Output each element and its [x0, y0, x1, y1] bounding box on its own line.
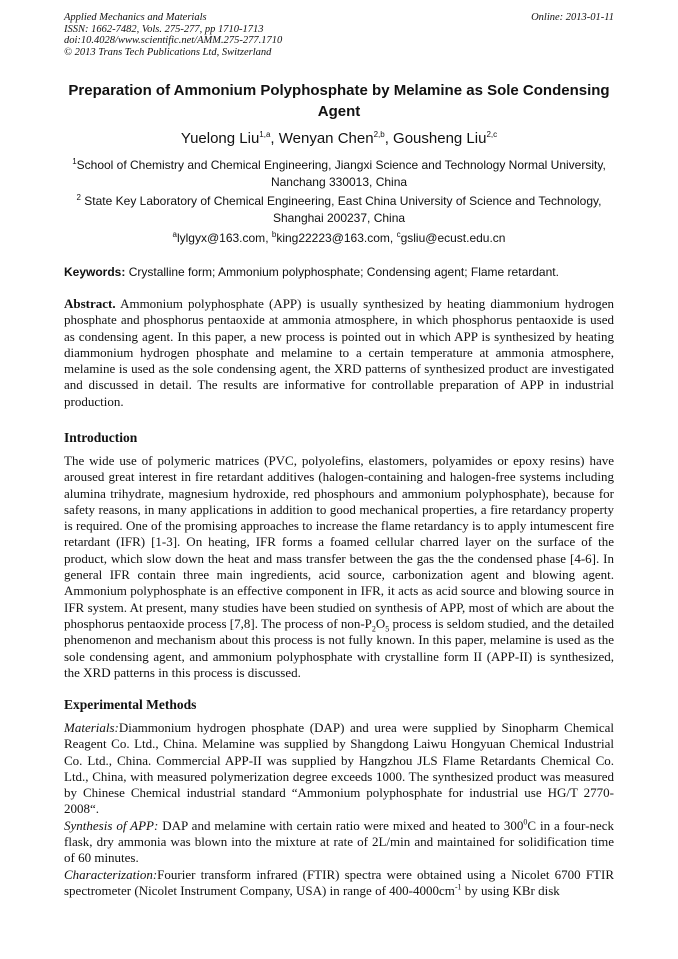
- synthesis-text-1: DAP and melamine with certain ratio were mixed and heated to 300: [158, 817, 524, 833]
- paper-title: Preparation of Ammonium Polyphosphate by Melamine as Sole Condensing Agent: [68, 82, 610, 120]
- keywords-label: Keywords:: [64, 265, 126, 279]
- introduction-text: [64, 453, 614, 681]
- online-date: Online: 2013-01-11: [531, 12, 614, 23]
- issn: ISSN: 1662-7482, Vols. 275-277, pp 1710-1713: [64, 23, 264, 35]
- email[interactable]: gsliu@ecust.edu.cn: [400, 231, 506, 245]
- characterization-label: Characterization:: [64, 866, 158, 882]
- copyright: © 2013 Trans Tech Publications Ltd, Switzerland: [64, 46, 272, 58]
- sub-2: 2: [371, 624, 376, 634]
- degree-sup: 0: [523, 817, 528, 827]
- characterization-text-1: Fourier transform infrared (FTIR) spectra were obtained using a Nicolet 6700 FTIR spectrometer (Nicolet Instrument Company, USA) in range of 400-4000cm: [64, 866, 614, 898]
- methods-heading: Experimental Methods: [64, 697, 197, 712]
- doi: doi:10.4028/www.scientific.net/AMM.275-277.1710: [64, 35, 283, 46]
- email-sup: c: [396, 230, 401, 239]
- materials-label: Materials:: [64, 720, 119, 735]
- email-sup: b: [271, 230, 277, 239]
- email-sup: a: [172, 230, 177, 239]
- journal-header: [64, 12, 282, 58]
- email[interactable]: king22223@163.com: [276, 231, 390, 245]
- keywords: [64, 265, 614, 279]
- affiliation-2: [64, 193, 614, 227]
- author-sup: 2,c: [486, 130, 498, 139]
- materials-text: Diammonium hydrogen phosphate (DAP) and urea were supplied by Sinopharm Chemical Reagent Co. Ltd., China. Melamine was supplied by Shangdong Laiwu Hongyuan Chemical Industrial Co. Ltd., China. Commercial APP-II was supplied by Hangzhou JLS Flame Retardants Chemical Co. Ltd., China, with measured polymerization degree exceeds 1000. The synthesized product was measured by Chinese Chemical industrial standard “Ammonium polyphosphate for industrial use HG/T 2770-2008“.: [64, 720, 614, 817]
- abstract-text: Ammonium polyphosphate (APP) is usually synthesized by heating diammonium hydrogen phosphate and phosphorus pentaoxide at ammonia atmosphere, in which phosphorus pentaoxide is used as condensing agent. In this paper, a new process is pointed out in which APP is synthesized by heating diammonium hydrogen phosphate and melamine to a certain temperature at ammonia atmosphere, melamine is used as the sole condensing agent, the XRD patterns of synthesized product are investigated and discussed in detail. The results are informative for controllable preparation of APP in industrial production.: [64, 296, 614, 409]
- author-sup: 1,a: [259, 130, 271, 139]
- methods-text: [64, 720, 614, 899]
- sub-5: 5: [385, 624, 390, 634]
- author-name: Yuelong Liu: [180, 130, 260, 147]
- unit-sup: -1: [454, 882, 462, 892]
- author-sup: 2,b: [373, 130, 385, 139]
- author-list: Yuelong Liu$^{1,a}$, Wenyan Chen$^{2,b}$, Gousheng Liu$^{2,c}$: [180, 130, 498, 147]
- synthesis-label: Synthesis of APP:: [64, 817, 159, 833]
- abstract: [64, 296, 614, 410]
- characterization-text-2: by using KBr disk: [461, 882, 560, 898]
- affiliation-sup: 1: [72, 157, 77, 166]
- abstract-label: Abstract.: [64, 296, 116, 311]
- intro-text-2: process is seldom studied, and the detailed phenomenon and mechanism about this process is not fully known. In this paper, melamine is used as the sole condensing agent, and ammonium polyphosphate with crystalline form II (APP-II) is synthesized, the XRD patterns in this process is discussed.: [64, 615, 614, 680]
- keywords-text: Crystalline form; Ammonium polyphosphate; Condensing agent; Flame retardant.: [128, 265, 559, 279]
- email-list: $^a$lylgyx@163.com, $^b$king22223@163.com, $^c$gsliu@ecust.edu.cn: [172, 230, 506, 245]
- intro-o: O: [375, 615, 386, 631]
- affiliation-text: State Key Laboratory of Chemical Engineering, East China University of Science and Technology, Shanghai 200237, China: [84, 194, 602, 225]
- journal-name: Applied Mechanics and Materials: [64, 12, 207, 23]
- synthesis-text-2: C in a four-neck flask, dry ammonia was blown into the mixture at rate of 2L/min and maintained for solidification time of 60 minutes.: [64, 817, 614, 866]
- email[interactable]: lylgyx@163.com: [176, 231, 266, 245]
- author-name: Wenyan Chen: [278, 130, 374, 147]
- introduction-heading: Introduction: [64, 430, 138, 445]
- author-name: Gousheng Liu: [393, 130, 487, 147]
- affiliation-1: [64, 157, 614, 191]
- affiliation-text: School of Chemistry and Chemical Engineering, Jiangxi Science and Technology Normal University, Nanchang 330013, China: [76, 158, 606, 189]
- affiliation-sup: 2: [76, 193, 81, 202]
- intro-text-1: The wide use of polymeric matrices (PVC, polyolefins, elastomers, polyamides or epoxy resins) have aroused great interest in fire retardant additives (halogen-containing and halogen-free systems including alumina trihydrate, magnesium hydroxide, red phosphours and ammonium polyphosphate), because for safety reasons, in many applications in addition to good mechanical properties, a fire retardancy property is required. One of the promising approaches to increase the flame retardancy is to apply intumescent fire retardant (IFR) [1-3]. On heating, IFR forms a foamed cellular charred layer on the surface of the product, which slow down the heat and mass transfer between the gas the the condensed phase [4-6]. In general IFR contain three main ingredients, acid source, carbonization agent and blowing agent. Ammonium polyphosphate is an effective component in IFR, it acts as acid source and blowing source in IFR system. At present, many studies have been studied on synthesis of APP, most of which are about the phosphorus pentaoxide process [7,8]. The process of non-P: [64, 453, 614, 631]
